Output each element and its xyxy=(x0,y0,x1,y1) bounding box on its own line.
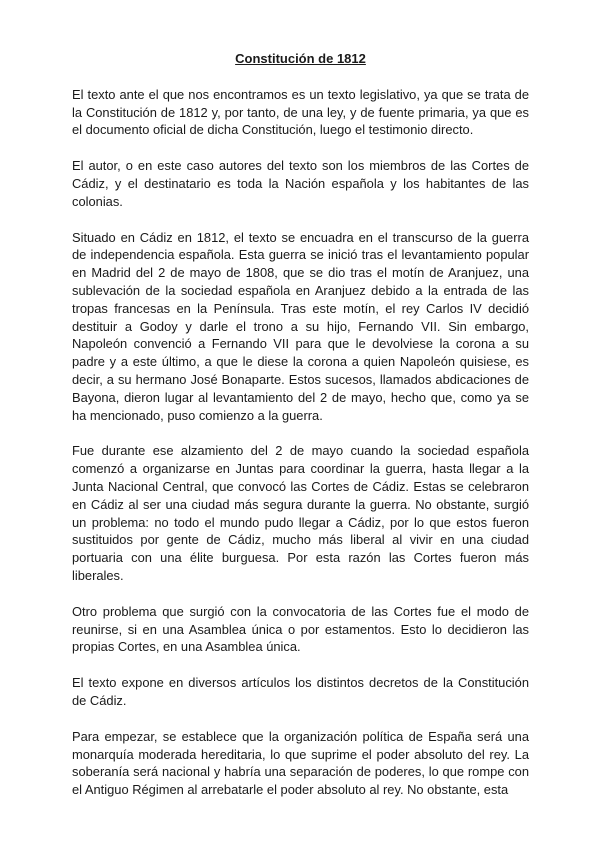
paragraph-context: Situado en Cádiz en 1812, el texto se encuadra en el transcurso de la guerra de independencia española. Esta guerra se inició tras el levantamiento popular en Madrid del 2 de mayo de 1808, que se dio tras el motín de Aranjuez, una sublevación de la sociedad española en Aranjuez debido a la entrada de las tropas francesas en la Península. Tras este motín, el rey Carlos IV decidió destituir a Godoy y darle el trono a su hijo, Fernando VII. Sin embargo, Napoleón convenció a Fernando VII para que le devolviese la corona a su padre y a este último, a que le diese la corona a quien Napoleón quisiese, es decir, a su hermano José Bonaparte. Estos sucesos, llamados abdicaciones de Bayona, dieron lugar al levantamiento del 2 de mayo, hecho que, como ya se ha mencionado, puso comienzo a la guerra. xyxy=(72,229,529,423)
document-title: Constitución de 1812 xyxy=(235,51,366,66)
paragraph-juntas: Fue durante ese alzamiento del 2 de mayo cuando la sociedad española comenzó a organizarse en Juntas para coordinar la guerra, hasta llegar a la Junta Nacional Central, que convocó las Cortes de Cádiz. Estas se celebraron en Cádiz al ser una ciudad más segura durante la guerra. No obstante, surgió un problema: no todo el mundo pudo llegar a Cádiz, por lo que estos fueron sustituidos por gente de Cádiz, mucho más liberal al vivir en una ciudad portuaria con una élite burguesa. Por esta razón las Cortes fueron más liberales. xyxy=(72,443,529,583)
paragraph-author: El autor, o en este caso autores del texto son los miembros de las Cortes de Cádiz, y el destinatario es toda la Nación española y los habitantes de las colonias. xyxy=(72,158,529,209)
paragraph-monarchy: Para empezar, se establece que la organización política de España será una monarquía moderada hereditaria, lo que suprime el poder absoluto del rey. La soberanía será nacional y habría una separación de poderes, lo que rompe con el Antiguo Régimen al arrebatarle el poder absoluto al rey. No obstante, esta xyxy=(72,728,529,798)
paragraph-intro: El texto ante el que nos encontramos es un texto legislativo, ya que se trata de la Constitución de 1812 y, por tanto, de una ley, y de fuente primaria, ya que es el documento oficial de dicha Constitución, luego el testimonio directo. xyxy=(72,86,529,138)
paragraph-articles: El texto expone en diversos artículos los distintos decretos de la Constitución de Cádiz. xyxy=(72,675,529,708)
document-page xyxy=(72,50,529,817)
paragraph-assembly: Otro problema que surgió con la convocatoria de las Cortes fue el modo de reunirse, si en una Asamblea única o por estamentos. Esto lo decidieron las propias Cortes, en una Asamblea única. xyxy=(72,603,529,655)
